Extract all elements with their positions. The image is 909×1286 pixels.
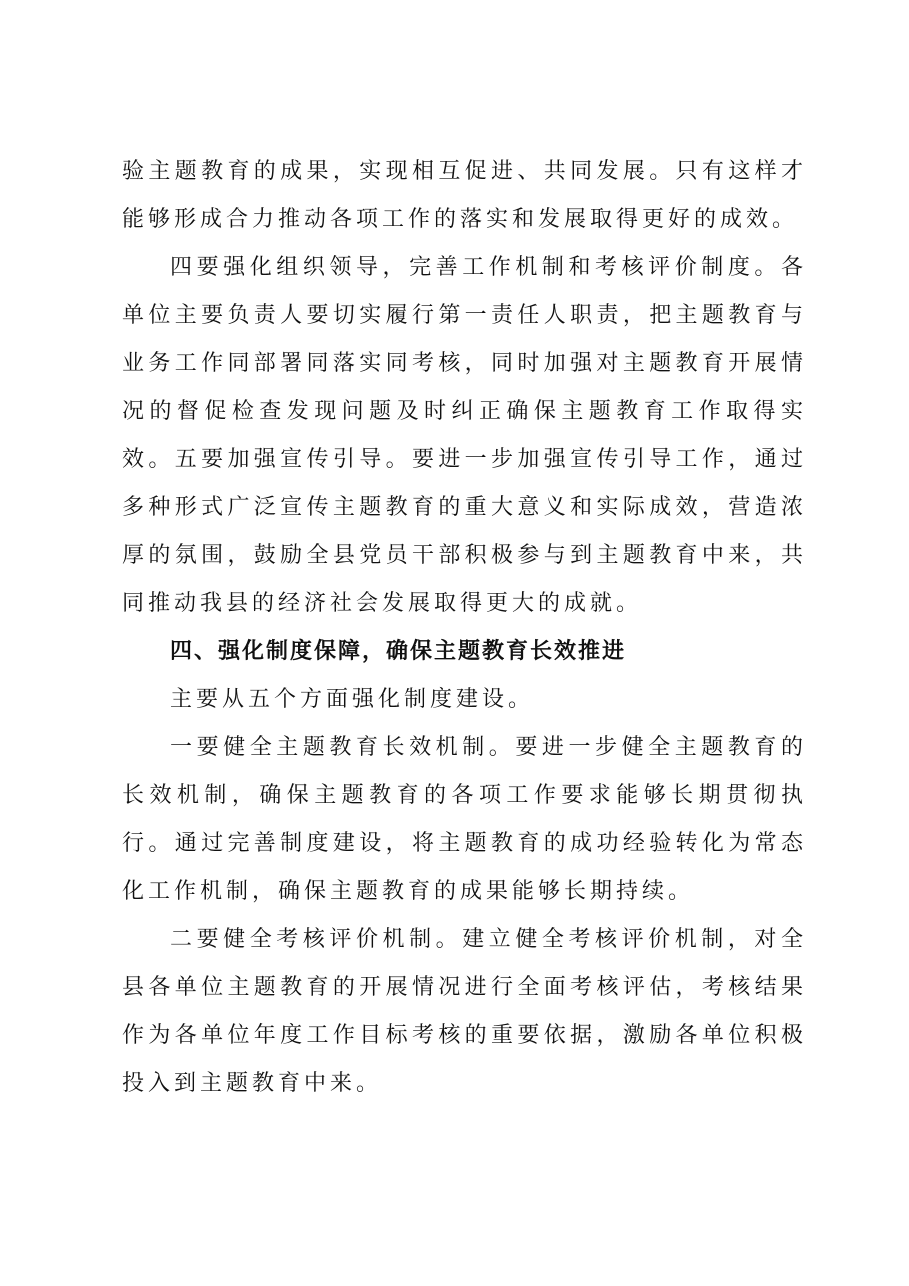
paragraph-continued: 验主题教育的成果，实现相互促进、共同发展。只有这样才能够形成合力推动各项工作的落实和发展取得更好的成效。 [122,159,807,232]
paragraph-point-one: 一要健全主题教育长效机制。要进一步健全主题教育的长效机制，确保主题教育的各项工作要求能够长期贯彻执行。通过完善制度建设，将主题教育的成功经验转化为常态化工作机制，确保主题教育的成果能够长期持续。 [122,735,807,904]
section-heading-four: 四、强化制度保障，确保主题教育长效推进 [170,639,627,664]
paragraph-point-two: 二要健全考核评价机制。建立健全考核评价机制，对全县各单位主题教育的开展情况进行全面考核评估，考核结果作为各单位年度工作目标考核的重要依据，激励各单位积极投入到主题教育中来。 [122,927,807,1096]
paragraph-point-four-five: 四要强化组织领导，完善工作机制和考核评价制度。各单位主要负责人要切实履行第一责任人职责，把主题教育与业务工作同部署同落实同考核，同时加强对主题教育开展情况的督促检查发现问题及时纠正确保主题教育工作取得实效。五要加强宣传引导。要进一步加强宣传引导工作，通过多种形式广泛宣传主题教育的重大意义和实际成效，营造浓厚的氛围，鼓励全县党员干部积极参与到主题教育中来，共同推动我县的经济社会发展取得更大的成就。 [122,255,807,616]
paragraph-intro: 主要从五个方面强化制度建设。 [170,687,535,712]
document-body [122,148,807,1108]
